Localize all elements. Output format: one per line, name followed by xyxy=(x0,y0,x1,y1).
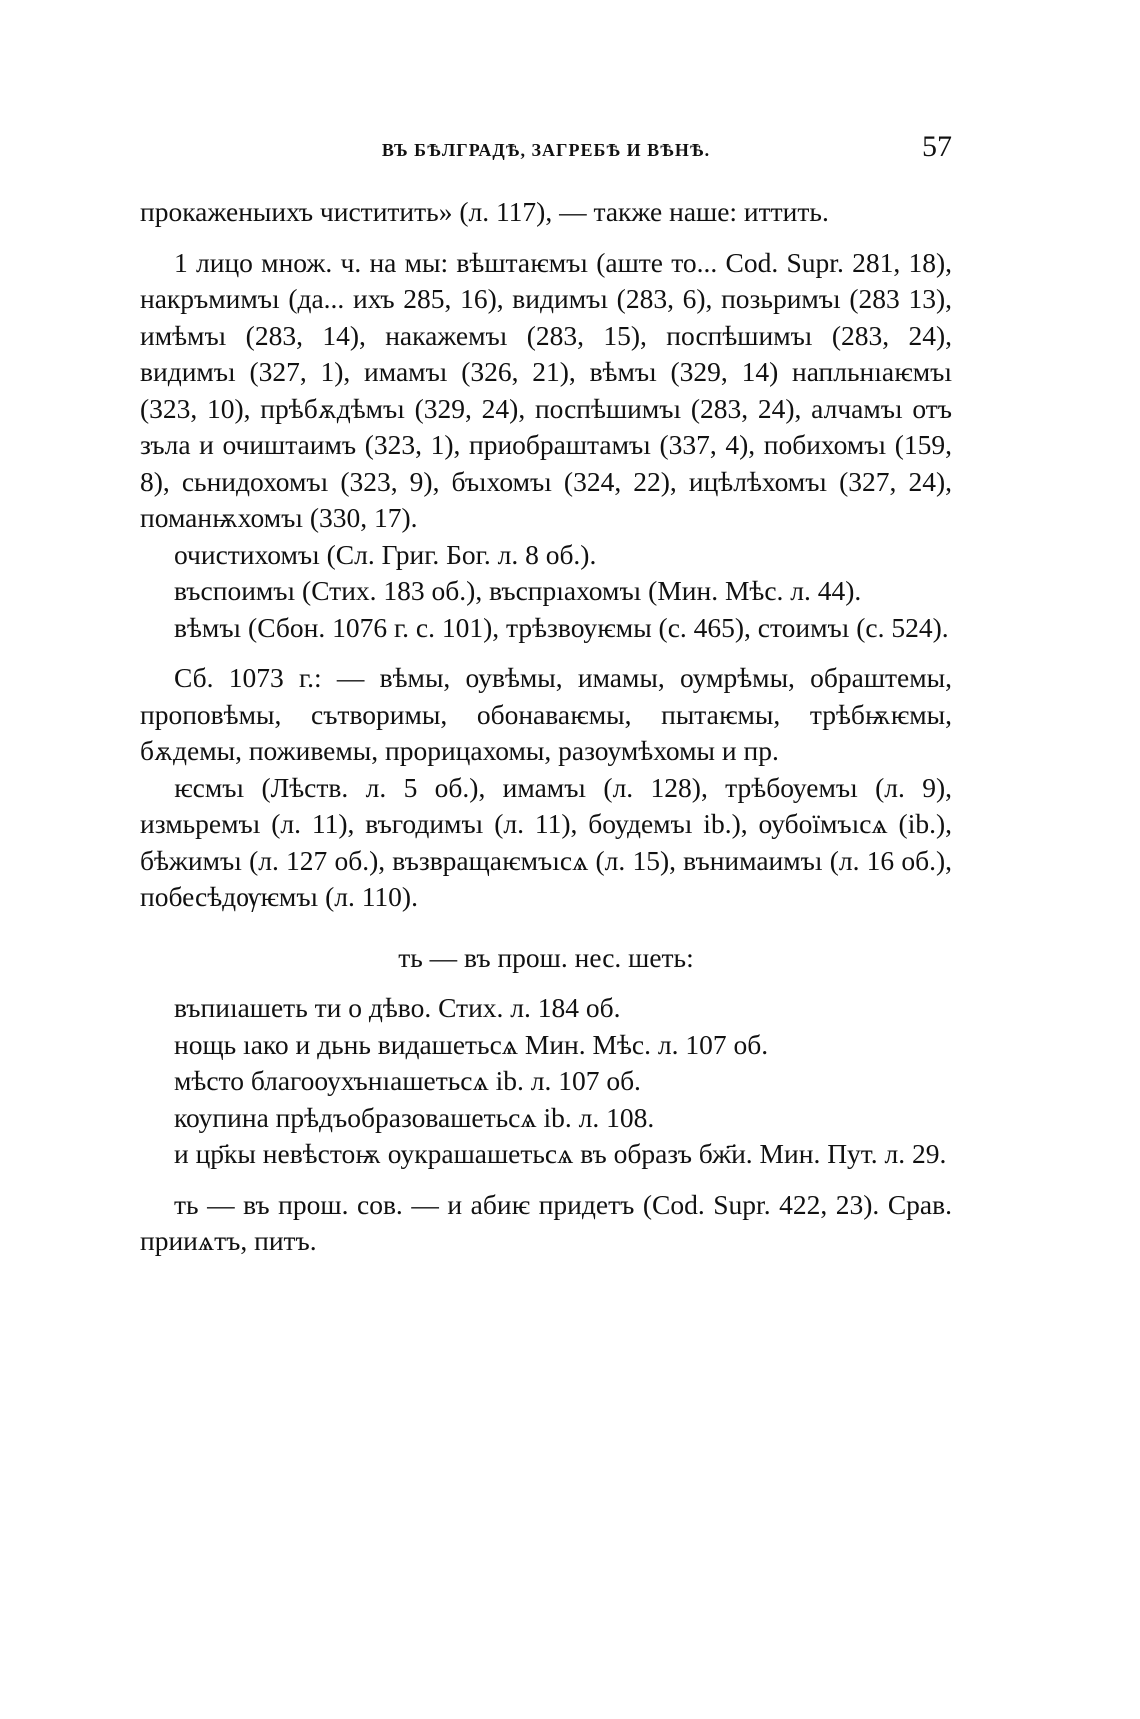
body-text xyxy=(140,194,952,1260)
example-line: нощь ıако и дьнь видашетьсѧ Мин. Мѣс. л. 107 об. xyxy=(174,1028,769,1060)
example-line: въпиıашеть ти о дѣво. Стих. л. 184 об. xyxy=(174,992,621,1023)
paragraph-first-person-plural: 1 лицо множ. ч. на мы: вѣштаѥмъı (аште то... Cod. Supr. 281, 18), накръмимъı (да... ихъ 285, 16), видимъı (283, 6), позьримъı (283 13), имѣмъı (283, 14), накажемъı (283, 15), поспѣшимъı (283, 24), видимъı (327, 1), имамъı (326, 21), вѣмъı (329, 14) напльнıаѥмъı (323, 10), прѣбѫдѣмъı (329, 24), поспѣшимъı (283, 24), алчамъı отъ зъла и очиштаимъ (323, 1), приобраштамъı (337, 4), побихомъı (159, 8), сьнидохомъı (323, 9), бъıхомъı (324, 22), ицѣлѣхомъı (327, 24), поманѭхомъı (330, 17). xyxy=(140,246,952,533)
example-line: мѣсто благооухънıашетьсѧ ib. л. 107 об. xyxy=(174,1065,641,1096)
paragraph-stikh: въспоимъı (Стих. 183 об.), въспрıахомъı (Мин. Мѣс. л. 44). xyxy=(174,575,862,606)
page-number: 57 xyxy=(922,130,952,163)
section-heading-past-imperfect: ть — въ прош. нес. шеть: xyxy=(398,941,694,973)
paragraph-sbor-1073: Сб. 1073 г.: — вѣмы, оувѣмы, имамы, оумрѣмы, обраштемы, проповѣмы, сътворимы, обонаваѥмы, пытаѥмы, трѣбѭѥмы, бѫдемы, поживемы, прорицахомы, разоумѣхомы и пр. xyxy=(140,662,952,766)
paragraph-continuation: прокаженыихъ чиститить» (л. 117), — также наше: иттить. xyxy=(140,196,829,227)
running-head xyxy=(140,130,952,174)
paragraph-greg-bog: очистихомъı (Сл. Григ. Бог. л. 8 об.). xyxy=(174,538,597,570)
paragraph-sbor-1076: вѣмъı (Сбон. 1076 г. с. 101), трѣзвоуѥмы (с. 465), стоимъı (с. 524). xyxy=(174,611,949,643)
example-line: и цр҃кы невѣстоѭ оукрашашетьсѧ въ образъ бж҃и. Мин. Пут. л. 29. xyxy=(174,1138,947,1169)
paragraph-past-perfect: ть — въ прош. сов. — и абиѥ придетъ (Cod. Supr. 422, 23). Срав. прииѧтъ, питъ. xyxy=(140,1188,952,1256)
book-page xyxy=(140,130,952,1630)
example-line: коупина прѣдъобразовашетьсѧ ib. л. 108. xyxy=(174,1101,655,1133)
paragraph-lestv: ѥсмъı (Лѣств. л. 5 об.), имамъı (л. 128), трѣбоуемъı (л. 9), измьремъı (л. 11), въгодимъı (л. 11), боудемъı ib.), оубоїмъıсѧ (ib.), бѣжимъı (л. 127 об.), възвращаѥмъıсѧ (л. 15), вънимаимъı (л. 16 об.), побесѣдѹѥмъı (л. 110). xyxy=(140,771,952,912)
running-title: ВЪ БѢЛГРАДѢ, ЗАГРЕБѢ И ВѢНѢ. xyxy=(381,140,711,160)
